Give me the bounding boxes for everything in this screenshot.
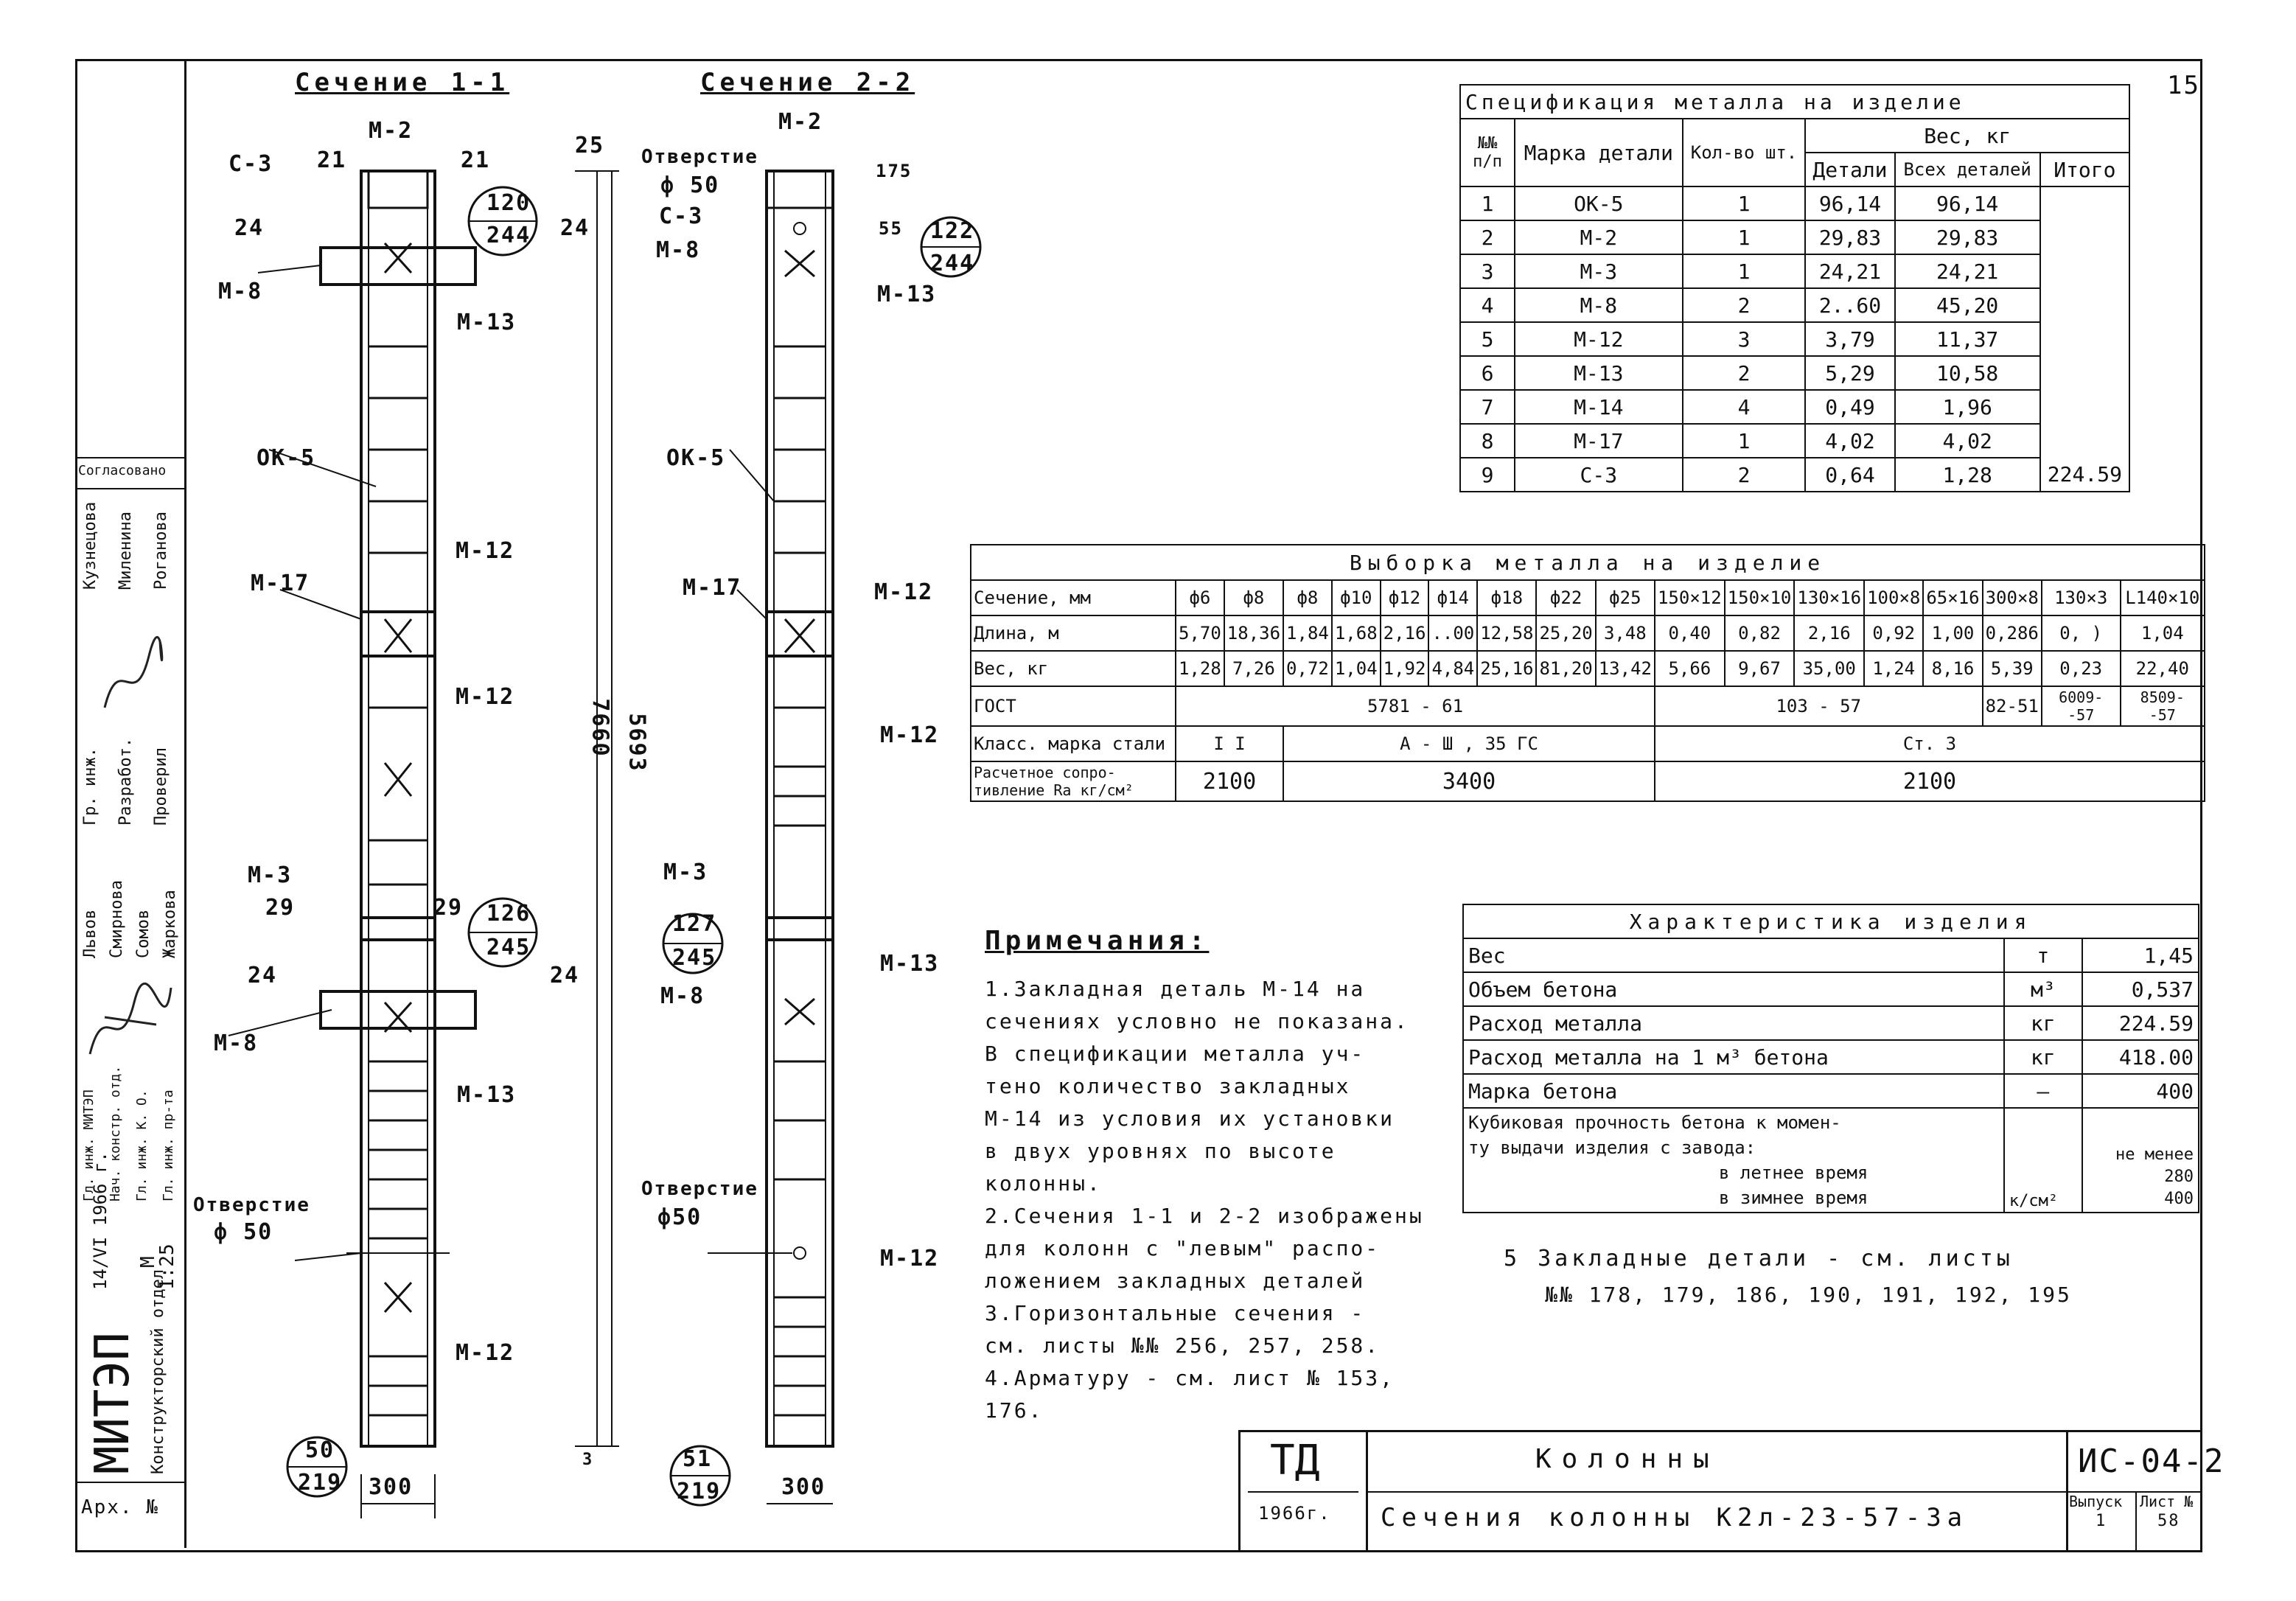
sel-gost-c: 82-51 (1983, 686, 2042, 726)
sel-gost-b: 103 - 57 (1655, 686, 1983, 726)
sel-class-c: Ст. 3 (1655, 726, 2205, 761)
s1-24c: 24 (248, 963, 278, 988)
title-stamp (1238, 1430, 2225, 1550)
s1-21b: 21 (461, 147, 491, 173)
sel-section-cell: ф25 (1596, 580, 1655, 615)
sel-h-gost: ГОСТ (971, 686, 1176, 726)
spec-total-cell (2040, 220, 2129, 254)
role2-4: Гл. инж. пр-та (161, 1089, 176, 1201)
char-cell: Вес (1463, 938, 2004, 972)
note-line: М-14 из условия их установки (985, 1106, 1395, 1131)
sel-section-cell: ф10 (1332, 580, 1381, 615)
sel-section-cell: ф12 (1381, 580, 1429, 615)
sel-length-cell: 1,68 (1332, 615, 1381, 651)
note-line: 1.Закладная деталь М-14 на (985, 977, 1366, 1001)
sel-section-cell: 100×8 (1864, 580, 1923, 615)
sel-res-a: 2100 (1176, 761, 1283, 801)
s2-circle-2-bot: 245 (672, 945, 717, 971)
spec-cell: 3 (1683, 322, 1806, 356)
sel-length-cell: 3,48 (1596, 615, 1655, 651)
stamp-sheet-label: Лист № (2140, 1493, 2194, 1510)
sel-weight-cell: 0,23 (2042, 651, 2121, 686)
dept-name: Конструкторский отдел (149, 1269, 167, 1474)
spec-row (1460, 458, 2129, 492)
notes-title: Примечания: (985, 926, 1210, 956)
summer-val: 280 (2164, 1168, 2194, 1186)
section-2-drawing (641, 103, 995, 1518)
date: 14/VI 1966 г. (90, 1151, 111, 1290)
s2-dim-300: 300 (781, 1474, 826, 1500)
spec-total-cell (2040, 288, 2129, 322)
s2-m12c: М-12 (880, 1246, 940, 1272)
sel-weight-cell: 25,16 (1477, 651, 1536, 686)
sel-section-cell: L140×10 (2121, 580, 2205, 615)
spec-cell: М-8 (1515, 288, 1683, 322)
s2-hole: Отверстие (641, 146, 758, 168)
stamp-subtitle: Сечения колонны К2л-23-57-3а (1381, 1503, 1969, 1532)
spec-cell: 96,14 (1805, 186, 1894, 220)
person-1: Львов (81, 909, 100, 958)
section-1-drawing (184, 103, 627, 1518)
s1-circle-1-top: 120 (486, 190, 531, 216)
page-number: 15 (2167, 71, 2200, 100)
spec-cell: М-13 (1515, 356, 1683, 390)
sel-weight-cell: 0,72 (1283, 651, 1332, 686)
spec-h-detail: Детали (1805, 153, 1894, 186)
note-line: в двух уровнях по высоте (985, 1139, 1336, 1163)
role2-3: Гл. инж. К. О. (134, 1089, 150, 1201)
s1-m2: М-2 (369, 118, 414, 144)
strength-line-1: Кубиковая прочность бетона к момен- (1468, 1112, 1841, 1133)
spec-cell: 29,83 (1895, 220, 2040, 254)
char-row (1463, 1074, 2199, 1108)
sel-gost-e: 8509- -57 (2121, 686, 2205, 726)
s1-24a: 24 (234, 215, 265, 241)
stamp-year: 1966г. (1258, 1503, 1331, 1524)
s2-m17: М-17 (683, 575, 742, 601)
s1-29b: 29 (433, 895, 464, 921)
notes-list (985, 973, 1456, 1427)
selection-table (970, 544, 2205, 802)
spec-h-mark: Марка детали (1515, 119, 1683, 186)
sel-h-length: Длина, м (971, 615, 1176, 651)
stamp-code: ИС-04-2 (2078, 1443, 2225, 1480)
spec-cell: 2 (1683, 458, 1806, 492)
spec-cell: 1 (1683, 254, 1806, 288)
spec-cell: 7 (1460, 390, 1515, 424)
char-row (1463, 972, 2199, 1006)
soglasovano-label: Согласовано (78, 463, 167, 478)
s1-m12a: М-12 (456, 538, 515, 564)
sel-weight-cell: 35,00 (1794, 651, 1864, 686)
s2-m12a: М-12 (874, 579, 934, 605)
s1-m8: М-8 (218, 279, 263, 304)
spec-cell: 1 (1683, 220, 1806, 254)
s2-circle-2-top: 127 (672, 911, 717, 937)
s1-m3: М-3 (248, 862, 293, 888)
char-cell: т (2004, 938, 2082, 972)
spec-cell: 5,29 (1805, 356, 1894, 390)
spec-cell: 1,28 (1895, 458, 2040, 492)
role2-2: Нач. констр. отд. (108, 1065, 123, 1201)
spec-cell: 2 (1683, 356, 1806, 390)
sel-length-cell: 1,84 (1283, 615, 1332, 651)
scale: 1:25 (156, 1244, 178, 1290)
s1-circle-1-bot: 244 (486, 223, 531, 248)
s1-dim-7660: 7660 (587, 698, 613, 758)
s2-m12b: М-12 (880, 722, 940, 748)
spec-row (1460, 254, 2129, 288)
sel-weight-cell: 81,20 (1536, 651, 1595, 686)
spec-cell: 4,02 (1895, 424, 2040, 458)
stamp-sheet: 58 (2157, 1512, 2180, 1530)
spec-cell: 8 (1460, 424, 1515, 458)
spec-row (1460, 356, 2129, 390)
sel-section-cell: 150×10 (1725, 580, 1795, 615)
spec-cell: М-2 (1515, 220, 1683, 254)
spec-cell: 0,49 (1805, 390, 1894, 424)
signature-2 (83, 973, 178, 1069)
note-line: сечениях условно не показана. (985, 1009, 1409, 1033)
role-2: Разработ. (116, 737, 135, 826)
left-strip (75, 457, 184, 1548)
char-row (1463, 1006, 2199, 1040)
note-line: для колонн с "левым" распо- (985, 1236, 1381, 1260)
spec-row (1460, 186, 2129, 220)
spec-total-cell: 224.59 (2040, 458, 2129, 492)
role-1: Гр. инж. (81, 747, 100, 826)
s1-dim-300: 300 (369, 1474, 414, 1500)
sel-section-cell: ф14 (1428, 580, 1477, 615)
s2-m2: М-2 (778, 109, 823, 135)
sel-section-cell: 300×8 (1983, 580, 2042, 615)
spec-cell: 45,20 (1895, 288, 2040, 322)
note-line: см. листы №№ 256, 257, 258. (985, 1333, 1381, 1358)
spec-cell: М-17 (1515, 424, 1683, 458)
spec-total-cell (2040, 356, 2129, 390)
char-cell: 400 (2082, 1074, 2199, 1108)
sel-length-cell: 18,36 (1224, 615, 1283, 651)
char-cell: 224.59 (2082, 1006, 2199, 1040)
s1-circle-2-top: 126 (486, 901, 531, 927)
sel-res-c: 2100 (1655, 761, 2205, 801)
person-4: Жаркова (161, 890, 179, 958)
char-cell: Расход металла на 1 м³ бетона (1463, 1040, 2004, 1074)
char-cell: Расход металла (1463, 1006, 2004, 1040)
note-5-line-2: №№ 178, 179, 186, 190, 191, 192, 195 (1545, 1283, 2072, 1307)
spec-cell: М-14 (1515, 390, 1683, 424)
role-3: Проверил (152, 747, 170, 826)
sel-weight-cell: 5,39 (1983, 651, 2042, 686)
s1-dim-3: 3 (582, 1451, 594, 1469)
s2-m3: М-3 (663, 859, 708, 885)
spec-cell: 11,37 (1895, 322, 2040, 356)
char-cell: — (2004, 1074, 2082, 1108)
spec-cell: ОК-5 (1515, 186, 1683, 220)
s2-m13b: М-13 (880, 951, 940, 977)
sel-weight-cell: 4,84 (1428, 651, 1477, 686)
spec-cell: М-3 (1515, 254, 1683, 288)
spec-cell: С-3 (1515, 458, 1683, 492)
sel-weight-cell: 5,66 (1655, 651, 1725, 686)
note-line: тено количество закладных (985, 1074, 1351, 1098)
spec-total-cell (2040, 424, 2129, 458)
winter-val: 400 (2164, 1190, 2194, 1208)
person-3: Сомов (134, 909, 153, 958)
s2-m8b: М-8 (660, 983, 705, 1009)
sel-res-b: 3400 (1283, 761, 1655, 801)
sel-gost-a: 5781 - 61 (1176, 686, 1655, 726)
sel-length-cell: ..00 (1428, 615, 1477, 651)
s2-hole-d: ф 50 (660, 172, 720, 198)
note-line: ложением закладных деталей (985, 1269, 1366, 1293)
char-cell: кг (2004, 1006, 2082, 1040)
spec-cell: 2..60 (1805, 288, 1894, 322)
sel-section-cell: 65×16 (1923, 580, 1982, 615)
s2-175: 175 (876, 161, 913, 181)
sel-class-b: А - Ш , 35 ГС (1283, 726, 1655, 761)
section-1-title: Сечение 1-1 (295, 68, 510, 97)
spec-h-total: Итого (2040, 153, 2129, 186)
note-line: В спецификации металла уч- (985, 1042, 1366, 1066)
s2-circle-1-bot: 244 (930, 251, 975, 276)
char-cell: Марка бетона (1463, 1074, 2004, 1108)
sel-h-section: Сечение, мм (971, 580, 1176, 615)
sel-section-cell: ф22 (1536, 580, 1595, 615)
spec-table (1459, 84, 2130, 492)
approver-2: Миленина (116, 512, 135, 590)
approver-1: Кузнецова (81, 501, 100, 590)
spec-cell: 4 (1683, 390, 1806, 424)
sel-length-cell: 12,58 (1477, 615, 1536, 651)
s1-m13b: М-13 (457, 1082, 517, 1108)
s1-c3: С-3 (228, 151, 273, 177)
sel-section-cell: 130×3 (2042, 580, 2121, 615)
sel-length-cell: 1,04 (2121, 615, 2205, 651)
s1-m8b: М-8 (214, 1030, 259, 1056)
sel-weight-cell: 1,04 (1332, 651, 1381, 686)
spec-cell: 3 (1460, 254, 1515, 288)
s2-ok5: ОК-5 (666, 445, 726, 471)
strength-line-2: ту выдачи изделия с завода: (1468, 1137, 1756, 1158)
s2-m13: М-13 (877, 282, 937, 307)
sel-length-cell: 5,70 (1176, 615, 1224, 651)
spec-h-weight: Вес, кг (1805, 119, 2129, 153)
sel-section-cell: ф8 (1283, 580, 1332, 615)
spec-total-cell (2040, 254, 2129, 288)
s1-hole: Отверстие (193, 1194, 310, 1216)
scale-label: М (137, 1256, 159, 1268)
sel-h-resist: Расчетное сопро- тивление Ra кг/см² (971, 761, 1176, 801)
spec-row (1460, 288, 2129, 322)
spec-cell: 2 (1460, 220, 1515, 254)
strength-winter: в зимнее время (1719, 1187, 1868, 1208)
sel-section-cell: ф6 (1176, 580, 1224, 615)
sel-section-cell: ф8 (1224, 580, 1283, 615)
spec-cell: М-12 (1515, 322, 1683, 356)
char-row (1463, 938, 2199, 972)
spec-row (1460, 220, 2129, 254)
strength-summer: в летнее время (1719, 1162, 1868, 1183)
stamp-issue: 1 (2096, 1512, 2107, 1530)
sel-gost-d: 6009- -57 (2042, 686, 2121, 726)
spec-total-cell (2040, 186, 2129, 220)
spec-total-cell (2040, 390, 2129, 424)
spec-cell: 3,79 (1805, 322, 1894, 356)
sel-length-cell: 0,286 (1983, 615, 2042, 651)
stamp-title: Колонны (1535, 1444, 1720, 1474)
spec-cell: 10,58 (1895, 356, 2040, 390)
char-strength-unit: к/см² (2004, 1108, 2082, 1213)
spec-row (1460, 390, 2129, 424)
spec-cell: 4,02 (1805, 424, 1894, 458)
spec-h-no: №№ п/п (1460, 119, 1515, 186)
spec-cell: 2 (1683, 288, 1806, 322)
sel-section-cell: 130×16 (1794, 580, 1864, 615)
s1-25: 25 (575, 133, 605, 158)
note-5-line-1: 5 Закладные детали - см. листы (1504, 1246, 2014, 1272)
min-label: не менее (2115, 1145, 2194, 1164)
s1-24b: 24 (560, 215, 590, 241)
spec-cell: 96,14 (1895, 186, 2040, 220)
sel-weight-cell: 13,42 (1596, 651, 1655, 686)
s1-21a: 21 (317, 147, 347, 173)
sel-weight-cell: 1,92 (1381, 651, 1429, 686)
spec-cell: 29,83 (1805, 220, 1894, 254)
s2-circle-3-top: 51 (683, 1446, 713, 1472)
s2-c3: С-3 (659, 203, 704, 229)
section-2-title: Сечение 2-2 (700, 68, 915, 97)
s1-m12b: М-12 (456, 684, 515, 710)
spec-title: Спецификация металла на изделие (1460, 85, 2129, 119)
characteristics-table (1462, 904, 2199, 1213)
person-2: Смирнова (108, 880, 126, 958)
signature-1 (90, 634, 171, 722)
s1-dim-5693: 5693 (624, 713, 650, 772)
spec-cell: 24,21 (1895, 254, 2040, 288)
sel-length-cell: 0,92 (1864, 615, 1923, 651)
sel-length-cell: 0, ) (2042, 615, 2121, 651)
note-line: 176. (985, 1398, 1044, 1423)
sel-length-cell: 0,82 (1725, 615, 1795, 651)
sel-weight-cell: 7,26 (1224, 651, 1283, 686)
spec-cell: 6 (1460, 356, 1515, 390)
s1-24d: 24 (550, 963, 580, 988)
s1-m17: М-17 (251, 571, 310, 596)
sel-length-cell: 2,16 (1794, 615, 1864, 651)
char-title: Характеристика изделия (1463, 904, 2199, 938)
spec-cell: 24,21 (1805, 254, 1894, 288)
sel-weight-cell: 9,67 (1725, 651, 1795, 686)
spec-h-all: Всех деталей (1895, 153, 2040, 186)
s1-ok5: ОК-5 (257, 445, 316, 471)
char-cell: 1,45 (2082, 938, 2199, 972)
sel-length-cell: 0,40 (1655, 615, 1725, 651)
sel-weight-cell: 22,40 (2121, 651, 2205, 686)
spec-cell: 1,96 (1895, 390, 2040, 424)
archive-number: Арх. № (81, 1496, 159, 1518)
s1-circle-3-bot: 219 (298, 1470, 343, 1496)
sel-length-cell: 1,00 (1923, 615, 1982, 651)
spec-row (1460, 424, 2129, 458)
char-cell: 0,537 (2082, 972, 2199, 1006)
note-line: колонны. (985, 1171, 1102, 1196)
spec-cell: 9 (1460, 458, 1515, 492)
sel-length-cell: 2,16 (1381, 615, 1429, 651)
char-strength-vals (2082, 1108, 2199, 1213)
s2-circle-1-top: 122 (930, 218, 975, 244)
s1-circle-3-top: 50 (305, 1437, 335, 1463)
char-strength (1463, 1108, 2004, 1213)
s1-hole-d: ф 50 (214, 1219, 273, 1245)
sel-h-class: Класс. марка стали (971, 726, 1176, 761)
spec-h-qty: Кол-во шт. (1683, 119, 1806, 186)
char-row (1463, 1040, 2199, 1074)
spec-cell: 1 (1683, 186, 1806, 220)
s1-m13: М-13 (457, 310, 517, 335)
char-cell: кг (2004, 1040, 2082, 1074)
sel-section-cell: ф18 (1477, 580, 1536, 615)
org-name: МИТЭП (86, 1332, 140, 1474)
spec-row (1460, 322, 2129, 356)
sel-weight-cell: 1,24 (1864, 651, 1923, 686)
spec-cell: 0,64 (1805, 458, 1894, 492)
sel-length-cell: 25,20 (1536, 615, 1595, 651)
stamp-issue-label: Выпуск (2069, 1493, 2123, 1510)
sel-class-a: I I (1176, 726, 1283, 761)
sel-h-weight: Вес, кг (971, 651, 1176, 686)
sel-title: Выборка металла на изделие (971, 545, 2205, 580)
spec-cell: 1 (1460, 186, 1515, 220)
s2-55: 55 (879, 218, 903, 239)
s2-hole2: Отверстие (641, 1178, 758, 1200)
spec-cell: 5 (1460, 322, 1515, 356)
note-line: 4.Арматуру - см. лист № 153, (985, 1366, 1395, 1390)
s2-circle-3-bot: 219 (677, 1479, 722, 1504)
char-cell: м³ (2004, 972, 2082, 1006)
s2-m8: М-8 (656, 237, 701, 263)
sel-section-cell: 150×12 (1655, 580, 1725, 615)
s1-m12c: М-12 (456, 1340, 515, 1366)
char-cell: Объем бетона (1463, 972, 2004, 1006)
spec-cell: 1 (1683, 424, 1806, 458)
sel-weight-cell: 8,16 (1923, 651, 1982, 686)
s1-29a: 29 (265, 895, 296, 921)
s1-circle-2-bot: 245 (486, 935, 531, 960)
note-line: 2.Сечения 1-1 и 2-2 изображены (985, 1204, 1424, 1228)
role2-1: Гл. инж. МИТЭП (81, 1089, 97, 1201)
stamp-td: ТД (1270, 1437, 1320, 1485)
s2-hole2-d: ф50 (657, 1204, 702, 1230)
note-line: 3.Горизонтальные сечения - (985, 1301, 1366, 1325)
char-cell: 418.00 (2082, 1040, 2199, 1074)
spec-total-cell (2040, 322, 2129, 356)
spec-cell: 4 (1460, 288, 1515, 322)
approver-3: Роганова (152, 512, 170, 590)
sel-weight-cell: 1,28 (1176, 651, 1224, 686)
